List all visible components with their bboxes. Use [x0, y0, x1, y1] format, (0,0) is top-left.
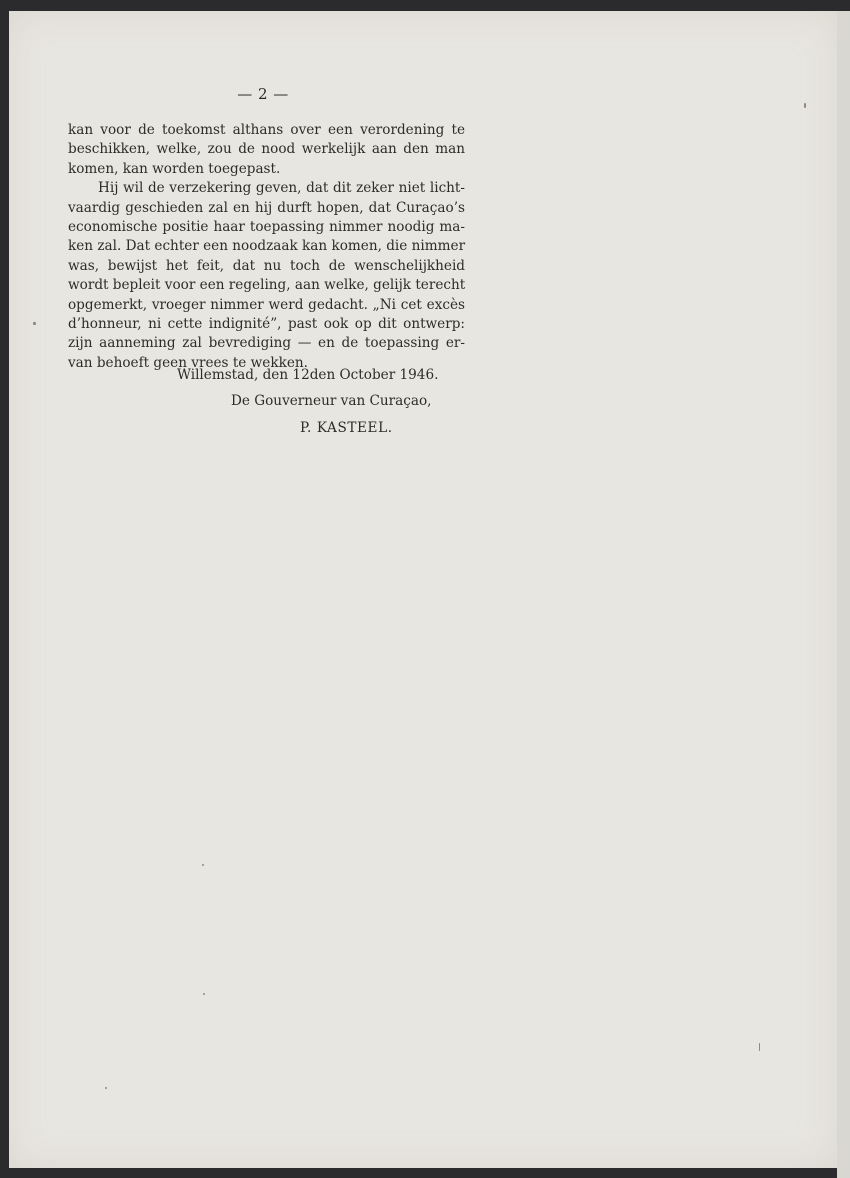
- text-line: d’honneur, ni cette indignité”, past ook op dit ontwerp:: [68, 316, 465, 333]
- paper-speck: [804, 103, 806, 108]
- paper-speck: [202, 864, 204, 866]
- paper-speck: [203, 993, 205, 995]
- text-line: Hij wil de verzekering geven, dat dit zeker niet licht-: [98, 180, 465, 197]
- text-line: komen, kan worden toegepast.: [68, 160, 281, 177]
- text-line: van behoeft geen vrees te wekken.: [68, 354, 308, 371]
- text-line: vaardig geschieden zal en hij durft hopen, dat Curaçao’s: [68, 199, 465, 216]
- text-line: was, bewijst het feit, dat nu toch de wenschelijkheid: [68, 257, 465, 274]
- text-line: zijn aanneming zal bevrediging — en de toepassing er-: [68, 335, 465, 352]
- signatory-title: De Gouverneur van Curaçao,: [231, 393, 432, 409]
- paper-speck: [33, 322, 36, 325]
- text-line: economische positie haar toepassing nimmer noodig ma-: [68, 219, 465, 236]
- page-number: — 2 —: [237, 85, 289, 103]
- place-and-date: Willemstad, den 12den October 1946.: [177, 367, 439, 383]
- signatory-name: P. KASTEEL.: [300, 420, 393, 436]
- text-line: wordt bepleit voor een regeling, aan welke, gelijk terecht: [68, 277, 466, 294]
- text-line: beschikken, welke, zou de nood werkelijk aan den man: [68, 141, 465, 158]
- page-edge: [837, 11, 850, 1178]
- body-paragraphs: [68, 121, 465, 373]
- text-line: opgemerkt, vroeger nimmer werd gedacht. „Ni cet excès: [68, 296, 465, 313]
- text-line: kan voor de toekomst althans over een verordening te: [68, 122, 465, 138]
- paper-speck: [759, 1043, 760, 1051]
- paper-speck: [105, 1087, 107, 1089]
- text-line: ken zal. Dat echter een noodzaak kan komen, die nimmer: [68, 238, 466, 255]
